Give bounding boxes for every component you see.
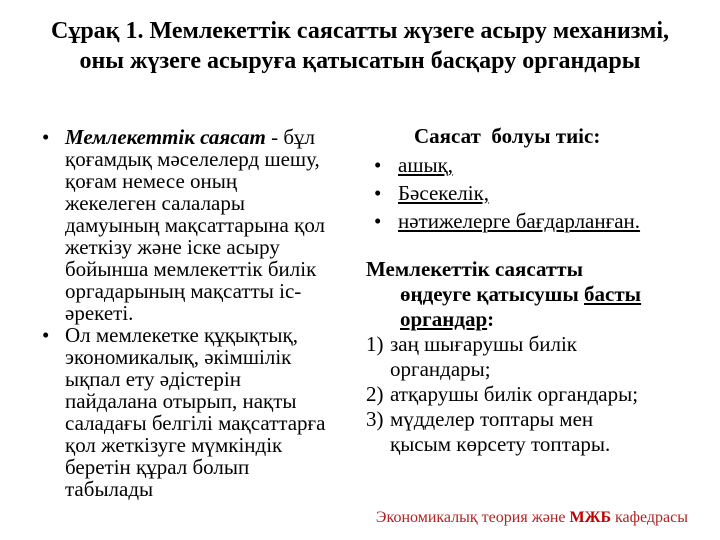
bullet-icon: • [42, 323, 50, 347]
text-line: органдары; [390, 357, 491, 381]
heading-underlined-text: органдар [400, 307, 488, 331]
item-number: 2) [366, 382, 384, 406]
text-line: пайдалана отырып, нақты [65, 389, 297, 413]
heading-text: өңдеуге қатысушы [400, 282, 585, 306]
requirement-text: Бәсекелік, [398, 181, 490, 205]
text-line: Ол мемлекетке құқықтық, [65, 323, 298, 347]
item-text [390, 382, 666, 407]
text-line: табылады [65, 477, 154, 501]
bullet-icon: • [42, 125, 50, 149]
main-bodies-list [366, 332, 666, 457]
right-column [366, 124, 666, 457]
text-line: заң шығарушы билік [390, 332, 578, 356]
list-item [366, 181, 666, 206]
list-item-text [65, 126, 364, 324]
requirement-text: ашық, [398, 153, 454, 177]
list-item [366, 209, 666, 234]
heading-underlined-text: басты [584, 282, 642, 306]
heading-colon: : [487, 307, 495, 331]
heading-line: Мемлекеттік саясатты [366, 257, 583, 281]
text-line: қысым көрсету топтары. [390, 432, 611, 456]
item-number: 1) [366, 332, 384, 356]
footer-abbreviation: МЖБ [569, 509, 612, 526]
text-line: беретін құрал болып [65, 455, 250, 479]
numbered-item [366, 407, 666, 457]
text-line: оргадарының мақсатты іс- [65, 279, 302, 303]
text-line: қол жеткізуге мүмкіндік [65, 433, 283, 457]
numbered-item [366, 382, 666, 407]
left-column [42, 126, 364, 500]
text-line: атқарушы билік органдары; [390, 382, 639, 406]
text-line: дамуының мақсаттарына қол [65, 213, 326, 237]
footer-text: кафедрасы [611, 509, 688, 526]
slide-title [20, 16, 700, 76]
text-line: қоғам немесе оның [65, 169, 238, 193]
department-credit [376, 508, 688, 527]
text-line: бойынша мемлекеттік билік [65, 257, 317, 281]
item-text [390, 407, 666, 457]
text-line: ықпал ету әдістерін [65, 367, 241, 391]
list-item-definition [42, 126, 364, 324]
policy-requirements-heading: Саясат болуы тиіс: [414, 124, 601, 148]
item-number: 3) [366, 407, 384, 431]
policy-requirements-list [366, 153, 666, 234]
slide-title-line2: оны жүзеге асыруға қатысатын басқару органдары [79, 48, 641, 74]
text-line: жекелеген салалары [65, 191, 245, 215]
list-item-instrument [42, 324, 364, 500]
bullet-icon: • [374, 153, 382, 177]
definition-term: Мемлекеттік саясат [65, 125, 266, 149]
numbered-item [366, 332, 666, 382]
bullet-icon: • [374, 181, 382, 205]
text-line: саладағы белгілі мақсаттарға [65, 411, 326, 435]
text-line: жеткізу және іске асыру [65, 235, 280, 259]
heading-line [366, 307, 666, 332]
list-item [366, 153, 666, 178]
footer-text: Экономикалық теория және [375, 509, 570, 526]
text-line: әрекеті. [65, 301, 134, 325]
text-line: қоғамдық мәселелерд шешу, [65, 147, 320, 171]
definition-lead-rest: - бұл [265, 125, 315, 149]
slide-title-line1: Сұрақ 1. Мемлекеттік саясатты жүзеге асыру механизмі, [50, 18, 670, 44]
heading-line [366, 282, 666, 307]
bullet-icon: • [374, 209, 382, 233]
requirement-text: нәтижелерге бағдарланған. [398, 209, 641, 233]
text-line: мүдделер топтары мен [390, 407, 594, 431]
list-item-text [65, 324, 364, 500]
text-line: экономикалық, әкімшілік [65, 345, 292, 369]
main-bodies-heading [366, 257, 666, 332]
item-text [390, 332, 666, 382]
